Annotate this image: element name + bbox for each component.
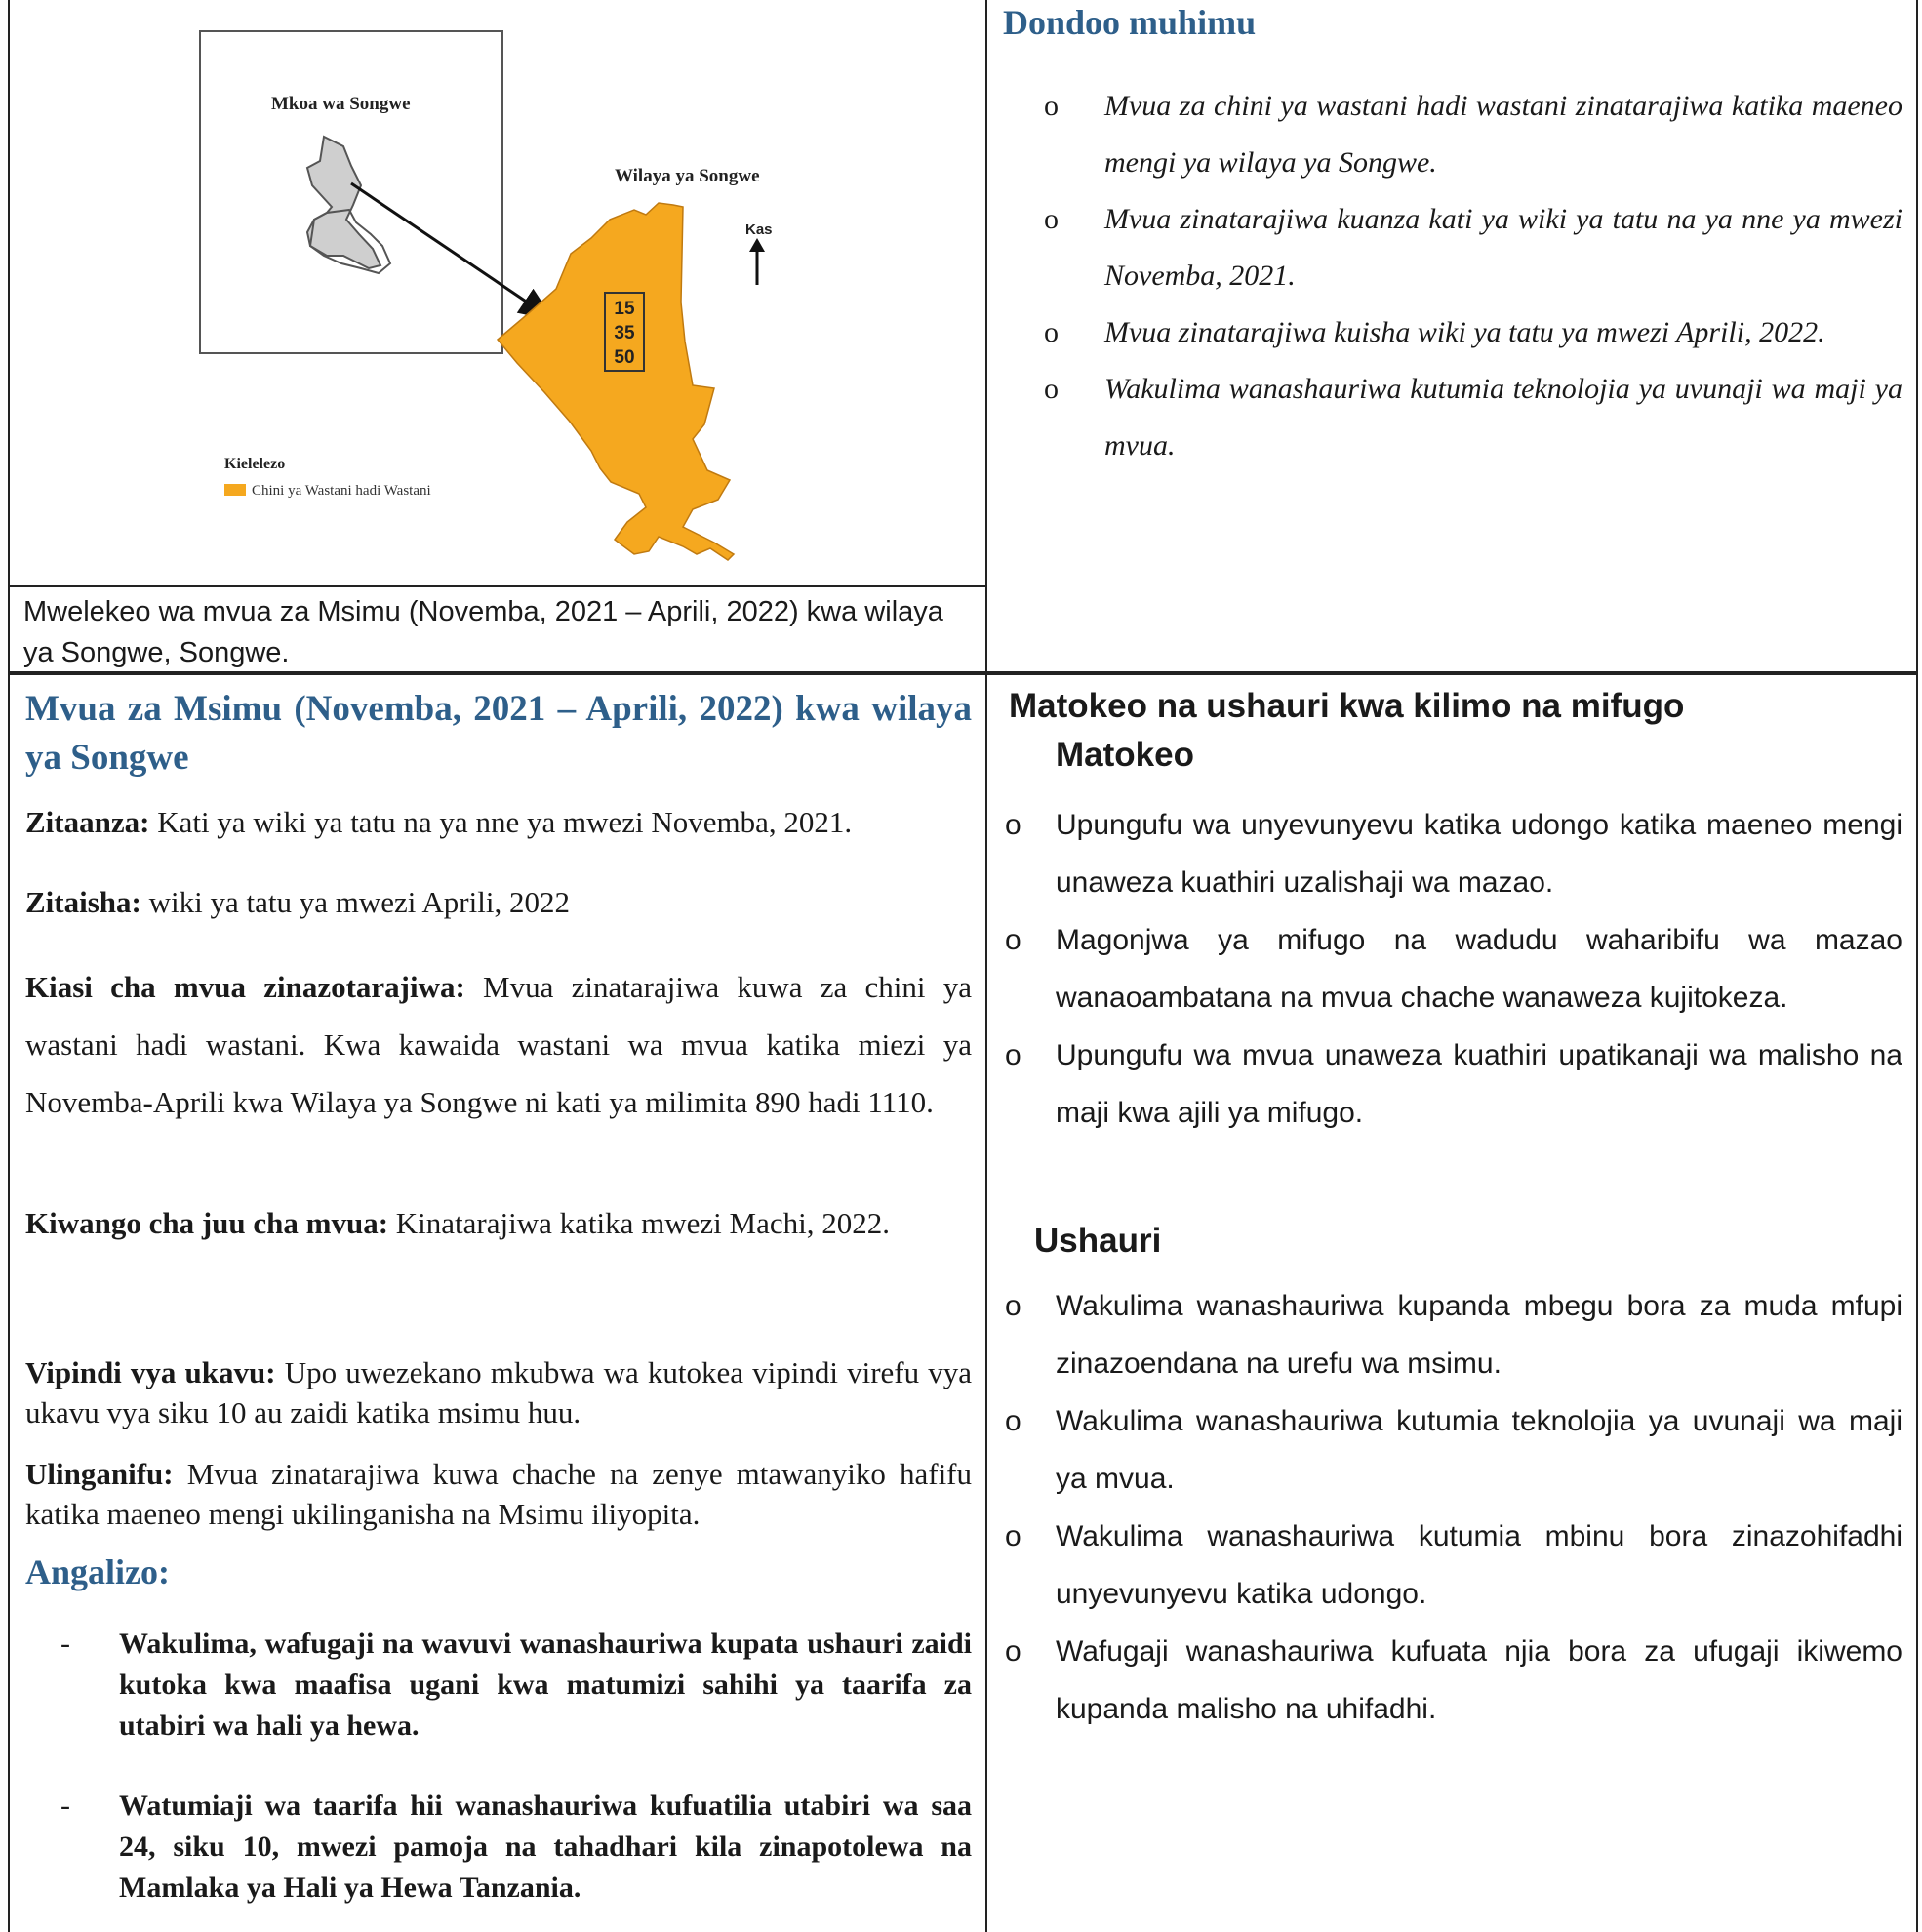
note-text: Watumiaji wa taarifa hii wanashauriwa kufuatilia utabiri wa saa 24, siku 10, mwezi pamoja na tahadhari kila zinapotolewa na Mamlaka ya Hali ya Hewa Tanzania. — [119, 1790, 972, 1904]
list-item-text: Wakulima wanashauriwa kutumia teknolojia ya uvunaji wa maji ya mvua. — [1104, 373, 1902, 462]
amount-paragraph — [25, 958, 972, 1131]
north-arrow-head-icon — [749, 238, 765, 252]
notes-list — [60, 1786, 972, 1909]
matokeo-list — [1005, 796, 1902, 1142]
list-item-text: Magonjwa ya mifugo na wadudu waharibifu wa mazao wanaoambatana na mvua chache wanaweza kujitokeza. — [1056, 924, 1902, 1014]
matokeo-title: Matokeo — [1056, 736, 1194, 774]
comparison-text: Mvua zinatarajiwa kuwa chache na zenye mtawanyiko hafifu katika maeneo mengi ukilinganisha na Msimu iliyopita. — [25, 1457, 972, 1531]
dry-spells-text: Upo uwezekano mkubwa wa kutokea vipindi virefu vya ukavu vya siku 10 au zaidi katika msimu huu. — [25, 1355, 973, 1429]
season-forecast-panel — [8, 673, 987, 1932]
bullet: o — [1044, 90, 1059, 122]
dry-spells-label: Vipindi vya ukavu: — [25, 1355, 276, 1389]
bullet: o — [1005, 809, 1021, 841]
grid-value: 15 — [614, 299, 635, 319]
dash: - — [60, 1790, 70, 1822]
list-item-text: Mvua zinatarajiwa kuanza kati ya wiki ya tatu na ya nne ya mwezi Novemba, 2021. — [1104, 203, 1902, 292]
bullet: o — [1005, 1039, 1021, 1071]
peak-label: Kiwango cha juu cha mvua: — [25, 1206, 389, 1240]
peak-text: Kinatarajiwa katika mwezi Machi, 2022. — [388, 1206, 890, 1240]
list-item — [1005, 796, 1902, 911]
key-points-title: Dondoo muhimu — [1003, 3, 1257, 42]
impacts-advice-panel — [985, 673, 1918, 1932]
cessation-label: Zitaisha: — [25, 885, 141, 919]
list-item-text: Wakulima wanashauriwa kutumia mbinu bora zinazohifadhi unyevunyevu katika udongo. — [1056, 1520, 1902, 1610]
list-item — [1044, 78, 1902, 191]
bullet: o — [1005, 924, 1021, 956]
cessation-paragraph — [25, 882, 972, 923]
notes-list — [60, 1624, 972, 1747]
bullet: o — [1005, 1520, 1021, 1552]
inset-label: Mkoa wa Songwe — [271, 94, 411, 114]
list-item — [1044, 361, 1902, 474]
bullet: o — [1044, 316, 1059, 348]
key-points-list — [1044, 78, 1902, 474]
grid-value: 35 — [614, 323, 635, 343]
ushauri-list — [1005, 1277, 1902, 1738]
list-item-text: Upungufu wa mvua unaweza kuathiri upatikanaji wa malisho na maji kwa ajili ya mifugo. — [1056, 1039, 1902, 1129]
songwe-map — [10, 0, 985, 585]
bullet: o — [1005, 1290, 1021, 1322]
district-label: Wilaya ya Songwe — [615, 166, 760, 186]
season-title: Mvua za Msimu (Novemba, 2021 – Aprili, 2022) kwa wilaya ya Songwe — [25, 689, 972, 778]
note-item — [60, 1624, 972, 1747]
key-points-panel — [985, 0, 1918, 673]
angalizo-title: Angalizo: — [25, 1552, 170, 1591]
amount-label: Kiasi cha mvua zinazotarajiwa: — [25, 970, 465, 1004]
pointer-arrow — [351, 183, 549, 317]
bullet: o — [1044, 203, 1059, 235]
onset-paragraph — [25, 802, 972, 843]
list-item — [1005, 1508, 1902, 1623]
onset-text: Kati ya wiki ya tatu na ya nne ya mwezi Novemba, 2021. — [149, 805, 853, 839]
onset-label: Zitaanza: — [25, 805, 150, 839]
grid-value: 50 — [614, 347, 635, 368]
ushauri-title: Ushauri — [1034, 1222, 1162, 1260]
note-item — [60, 1786, 972, 1909]
map-caption: Mwelekeo wa mvua za Msimu (Novemba, 2021 – Aprili, 2022) kwa wilaya ya Songwe, Songwe. — [8, 585, 987, 673]
map-panel — [8, 0, 987, 587]
district-shape — [498, 203, 734, 560]
inset-region-shape — [307, 137, 380, 268]
legend-title: Kielelezo — [224, 456, 286, 472]
list-item — [1005, 1026, 1902, 1142]
list-item-text: Wakulima wanashauriwa kutumia teknolojia ya uvunaji wa maji ya mvua. — [1056, 1405, 1902, 1495]
list-item-text: Wafugaji wanashauriwa kufuata njia bora za ufugaji ikiwemo kupanda malisho na uhifadhi. — [1056, 1635, 1902, 1725]
bullet: o — [1005, 1635, 1021, 1668]
list-item-text: Wakulima wanashauriwa kupanda mbegu bora za muda mfupi zinazoendana na urefu wa msimu. — [1056, 1290, 1902, 1380]
impacts-title: Matokeo na ushauri kwa kilimo na mifugo — [1009, 687, 1685, 725]
bullet: o — [1005, 1405, 1021, 1437]
list-item-text: Mvua za chini ya wastani hadi wastani zinatarajiwa katika maeneo mengi ya wilaya ya Songwe. — [1104, 90, 1902, 179]
amount-text: Mvua zinatarajiwa kuwa za chini ya wastani hadi wastani. Kwa kawaida wastani wa mvua katika miezi ya Novemba-Aprili kwa Wilaya ya Songwe ni kati ya milimita 890 hadi 1110. — [25, 970, 972, 1119]
dry-spells-paragraph — [25, 1352, 972, 1432]
bullet: o — [1044, 373, 1059, 405]
legend-swatch — [224, 484, 246, 496]
list-item — [1005, 1277, 1902, 1392]
list-item — [1044, 191, 1902, 304]
list-item-text: Mvua zinatarajiwa kuisha wiki ya tatu ya mwezi Aprili, 2022. — [1104, 316, 1825, 348]
comparison-label: Ulinganifu: — [25, 1457, 174, 1491]
north-label: Kas — [745, 221, 773, 238]
list-item — [1044, 304, 1902, 361]
list-item-text: Upungufu wa unyevunyevu katika udongo katika maeneo mengi unaweza kuathiri uzalishaji wa mazao. — [1056, 809, 1902, 899]
note-text: Wakulima, wafugaji na wavuvi wanashauriwa kupata ushauri zaidi kutoka kwa maafisa ugani kwa matumizi sahihi ya taarifa za utabiri wa hali ya hewa. — [119, 1628, 972, 1742]
peak-paragraph — [25, 1194, 972, 1252]
comparison-paragraph — [25, 1454, 972, 1534]
list-item — [1005, 1392, 1902, 1508]
dash: - — [60, 1628, 70, 1660]
cessation-text: wiki ya tatu ya mwezi Aprili, 2022 — [140, 885, 570, 919]
list-item — [1005, 911, 1902, 1026]
list-item — [1005, 1623, 1902, 1738]
legend-item: Chini ya Wastani hadi Wastani — [252, 483, 431, 499]
